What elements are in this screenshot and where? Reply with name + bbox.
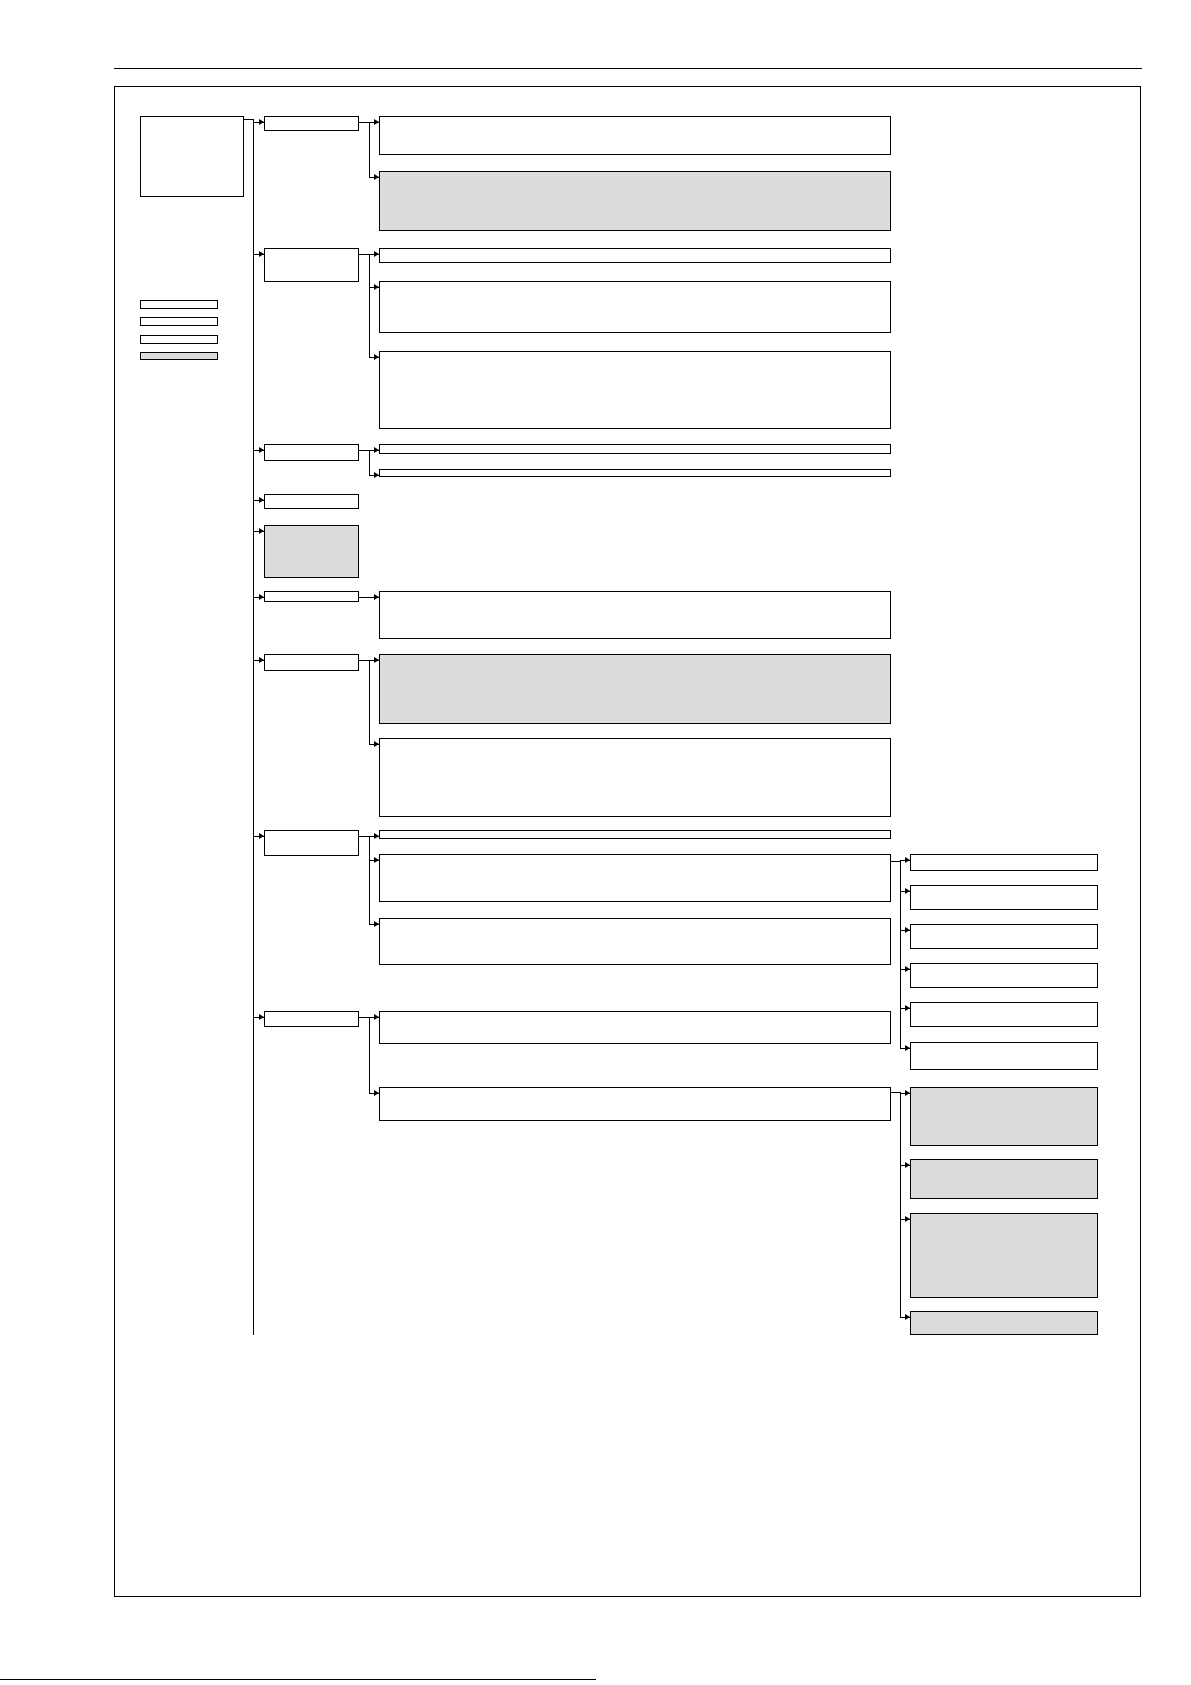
- subitem-box: [910, 854, 1098, 871]
- item-box: [379, 1011, 891, 1044]
- item-box: [379, 830, 891, 839]
- connector-line: [359, 660, 369, 661]
- connector-line: [369, 836, 370, 924]
- header-rule: [114, 68, 1142, 69]
- item-box: [379, 248, 891, 263]
- subitem-box: [910, 1087, 1098, 1146]
- footer-rule: [0, 1679, 596, 1680]
- category-box: [264, 494, 359, 509]
- item-box: [379, 171, 891, 231]
- item-box: [379, 469, 891, 477]
- connector-line: [359, 122, 369, 123]
- diagram-title-box: [140, 116, 244, 197]
- connector-line: [369, 450, 370, 475]
- connector-line: [900, 860, 901, 1048]
- subitem-box: [910, 1159, 1098, 1199]
- connector-line: [369, 660, 370, 744]
- legend-item: [140, 317, 218, 326]
- subitem-box: [910, 885, 1098, 910]
- subitem-box: [910, 1311, 1098, 1335]
- category-box: [264, 525, 359, 578]
- item-box: [379, 854, 891, 902]
- item-box: [379, 116, 891, 155]
- item-box: [379, 591, 891, 639]
- item-box: [379, 738, 891, 817]
- connector-line: [359, 836, 369, 837]
- connector-line: [891, 861, 900, 862]
- subitem-box: [910, 1213, 1098, 1298]
- legend-item: [140, 300, 218, 309]
- category-box: [264, 1011, 359, 1027]
- category-box: [264, 248, 359, 282]
- item-box: [379, 351, 891, 429]
- connector-line: [359, 597, 369, 598]
- legend-item: [140, 335, 218, 344]
- connector-line: [900, 1092, 901, 1317]
- connector-line: [253, 119, 254, 1335]
- subitem-box: [910, 1002, 1098, 1027]
- subitem-box: [910, 963, 1098, 988]
- item-box: [379, 1087, 891, 1121]
- subitem-box: [910, 1042, 1098, 1070]
- item-box: [379, 918, 891, 965]
- connector-line: [369, 254, 370, 357]
- legend-item-highlight: [140, 352, 218, 360]
- connector-line: [369, 122, 370, 177]
- connector-line: [359, 254, 369, 255]
- category-box: [264, 591, 359, 602]
- connector-line: [359, 450, 369, 451]
- category-box: [264, 830, 359, 856]
- category-box: [264, 116, 359, 131]
- item-box: [379, 281, 891, 333]
- item-box: [379, 654, 891, 724]
- connector-line: [359, 1017, 369, 1018]
- category-box: [264, 654, 359, 671]
- connector-line: [891, 1092, 900, 1093]
- connector-line: [369, 1017, 370, 1093]
- category-box: [264, 444, 359, 461]
- subitem-box: [910, 924, 1098, 949]
- item-box: [379, 444, 891, 454]
